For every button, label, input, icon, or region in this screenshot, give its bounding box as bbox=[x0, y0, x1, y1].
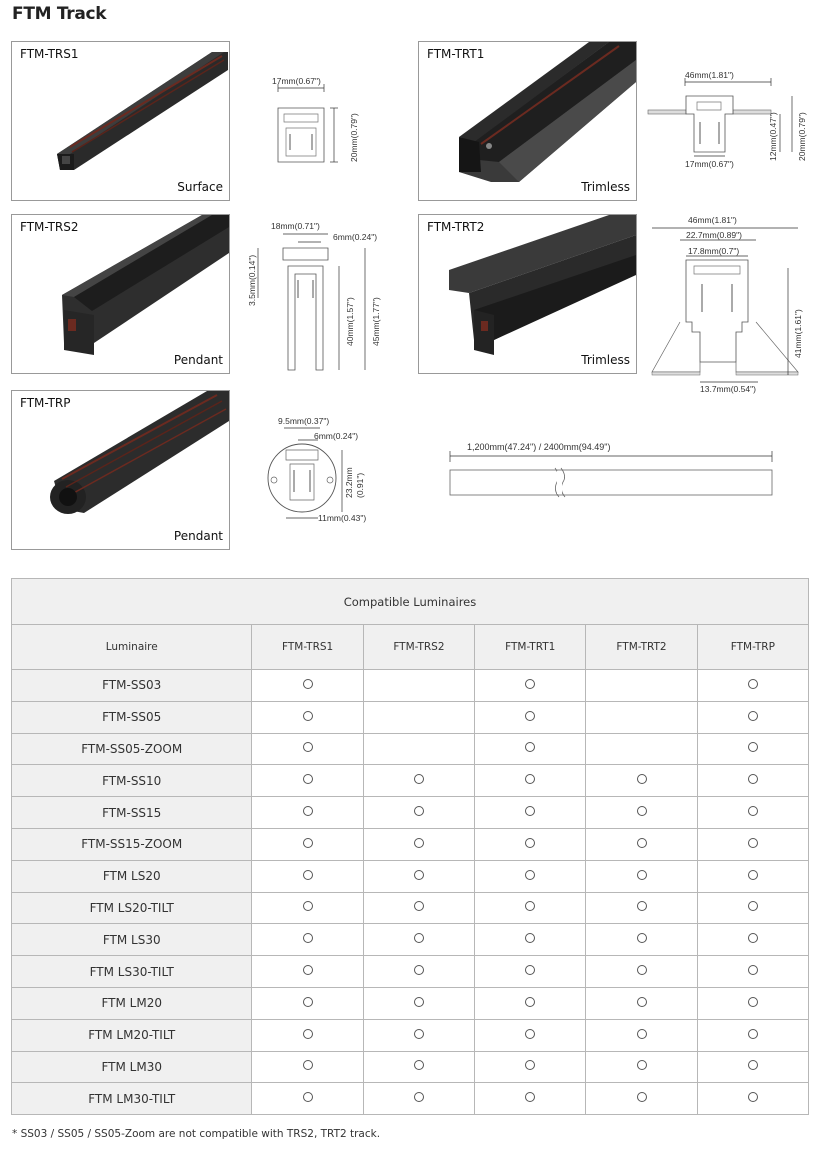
column-header: Luminaire bbox=[12, 625, 252, 670]
luminaire-name: FTM LM30 bbox=[12, 1051, 252, 1083]
compatible-mark-icon bbox=[748, 997, 758, 1007]
compatible-mark-icon bbox=[414, 965, 424, 975]
compat-cell bbox=[475, 733, 586, 765]
dim-trt1-inner-height: 12mm(0.47") bbox=[768, 112, 778, 161]
dim-trt1-width2: 17mm(0.67") bbox=[685, 159, 734, 169]
compatible-mark-icon bbox=[525, 774, 535, 784]
product-kind: Pendant bbox=[173, 353, 223, 367]
compatibility-table bbox=[11, 578, 809, 1115]
compat-cell bbox=[586, 860, 697, 892]
dim-trp-height: 23.2mm bbox=[344, 467, 354, 498]
compat-cell bbox=[363, 797, 474, 829]
luminaire-name: FTM LS20-TILT bbox=[12, 892, 252, 924]
compatible-mark-icon bbox=[748, 870, 758, 880]
compat-cell bbox=[475, 956, 586, 988]
table-row bbox=[12, 956, 809, 988]
compatible-mark-icon bbox=[303, 838, 313, 848]
compat-cell bbox=[252, 892, 363, 924]
luminaire-name: FTM-SS15-ZOOM bbox=[12, 828, 252, 860]
compatible-mark-icon bbox=[525, 997, 535, 1007]
compat-cell bbox=[586, 828, 697, 860]
compatible-mark-icon bbox=[303, 1092, 313, 1102]
table-row bbox=[12, 797, 809, 829]
compat-cell bbox=[363, 956, 474, 988]
product-photo-trt1 bbox=[419, 42, 636, 200]
compatible-mark-icon bbox=[303, 806, 313, 816]
compat-cell bbox=[363, 765, 474, 797]
compat-cell bbox=[475, 924, 586, 956]
column-header: FTM-TRS2 bbox=[363, 625, 474, 670]
page-title: FTM Track bbox=[12, 4, 107, 24]
dim-trs2-h2: 45mm(1.77") bbox=[371, 297, 381, 346]
dim-trp-slot: 6mm(0.24") bbox=[314, 431, 359, 441]
compat-cell bbox=[586, 1051, 697, 1083]
compat-cell bbox=[252, 828, 363, 860]
length-drawing bbox=[447, 438, 777, 500]
product-code: FTM-TRP bbox=[20, 396, 71, 410]
compat-cell bbox=[363, 924, 474, 956]
compat-cell bbox=[252, 1083, 363, 1115]
table-row bbox=[12, 987, 809, 1019]
compat-cell bbox=[697, 956, 808, 988]
dim-trt2-width4: 13.7mm(0.54") bbox=[700, 384, 756, 394]
table-row bbox=[12, 892, 809, 924]
compat-cell bbox=[252, 1051, 363, 1083]
column-header: FTM-TRP bbox=[697, 625, 808, 670]
compatible-mark-icon bbox=[748, 838, 758, 848]
drawing-trp bbox=[262, 412, 392, 524]
compatible-mark-icon bbox=[637, 1029, 647, 1039]
compatible-mark-icon bbox=[637, 870, 647, 880]
compatible-mark-icon bbox=[414, 1060, 424, 1070]
compat-cell bbox=[475, 765, 586, 797]
product-code: FTM-TRT1 bbox=[427, 47, 485, 61]
column-header: FTM-TRT1 bbox=[475, 625, 586, 670]
product-code: FTM-TRS2 bbox=[20, 220, 79, 234]
dim-trt1-height: 20mm(0.79") bbox=[797, 112, 807, 161]
compatible-mark-icon bbox=[525, 1029, 535, 1039]
dim-trt2-width: 46mm(1.81") bbox=[688, 215, 737, 225]
dim-trs2-slot: 6mm(0.24") bbox=[333, 232, 378, 242]
column-header: FTM-TRS1 bbox=[252, 625, 363, 670]
compat-cell bbox=[586, 892, 697, 924]
compatible-mark-icon bbox=[748, 774, 758, 784]
dim-trp-width: 9.5mm(0.37") bbox=[278, 416, 330, 426]
table-row bbox=[12, 1019, 809, 1051]
product-photo-trp bbox=[12, 391, 229, 549]
table-caption: Compatible Luminaires bbox=[12, 579, 809, 625]
compat-cell bbox=[586, 924, 697, 956]
drawing-trs1 bbox=[262, 72, 372, 176]
compat-cell bbox=[475, 828, 586, 860]
compatible-mark-icon bbox=[637, 901, 647, 911]
compatible-mark-icon bbox=[303, 901, 313, 911]
compatible-mark-icon bbox=[414, 806, 424, 816]
compat-cell bbox=[586, 733, 697, 765]
compatible-mark-icon bbox=[414, 774, 424, 784]
compatible-mark-icon bbox=[748, 933, 758, 943]
compat-cell bbox=[252, 670, 363, 702]
luminaire-name: FTM LS30-TILT bbox=[12, 956, 252, 988]
footnote: * SS03 / SS05 / SS05-Zoom are not compatible with TRS2, TRT2 track. bbox=[12, 1128, 381, 1140]
compatible-mark-icon bbox=[525, 1060, 535, 1070]
compatible-mark-icon bbox=[414, 1029, 424, 1039]
compatible-mark-icon bbox=[303, 711, 313, 721]
compat-cell bbox=[363, 670, 474, 702]
compatible-mark-icon bbox=[748, 806, 758, 816]
compat-cell bbox=[586, 1083, 697, 1115]
compat-cell bbox=[697, 765, 808, 797]
compatible-mark-icon bbox=[303, 774, 313, 784]
product-photo-trs1 bbox=[12, 42, 229, 200]
compat-cell bbox=[586, 1019, 697, 1051]
dim-trs1-width: 17mm(0.67") bbox=[272, 76, 321, 86]
luminaire-name: FTM-SS03 bbox=[12, 670, 252, 702]
compatible-mark-icon bbox=[637, 806, 647, 816]
compat-cell bbox=[586, 701, 697, 733]
compatible-mark-icon bbox=[303, 1029, 313, 1039]
luminaire-name: FTM-SS10 bbox=[12, 765, 252, 797]
luminaire-name: FTM LM20-TILT bbox=[12, 1019, 252, 1051]
compatible-mark-icon bbox=[414, 1092, 424, 1102]
compat-cell bbox=[252, 956, 363, 988]
product-photo-trt2 bbox=[419, 215, 636, 373]
compatible-mark-icon bbox=[748, 965, 758, 975]
compat-cell bbox=[586, 765, 697, 797]
compat-cell bbox=[586, 956, 697, 988]
compat-cell bbox=[697, 860, 808, 892]
compat-cell bbox=[586, 987, 697, 1019]
compat-cell bbox=[697, 733, 808, 765]
compat-cell bbox=[475, 1051, 586, 1083]
compat-cell bbox=[475, 892, 586, 924]
compat-cell bbox=[363, 828, 474, 860]
compat-cell bbox=[252, 860, 363, 892]
compat-cell bbox=[252, 987, 363, 1019]
compatible-mark-icon bbox=[748, 742, 758, 752]
dim-trt2-width3: 17.8mm(0.7") bbox=[688, 246, 740, 256]
compatible-mark-icon bbox=[303, 933, 313, 943]
compatible-mark-icon bbox=[303, 742, 313, 752]
product-card-trp bbox=[11, 390, 230, 550]
product-kind: Surface bbox=[177, 180, 223, 194]
product-kind: Trimless bbox=[581, 180, 630, 194]
compatible-mark-icon bbox=[748, 1060, 758, 1070]
compat-cell bbox=[586, 670, 697, 702]
luminaire-name: FTM-SS05 bbox=[12, 701, 252, 733]
dim-trt2-height: 41mm(1.61") bbox=[793, 309, 803, 358]
compatible-mark-icon bbox=[525, 838, 535, 848]
table-row bbox=[12, 860, 809, 892]
dim-trt2-width2: 22.7mm(0.89") bbox=[686, 230, 742, 240]
compatible-mark-icon bbox=[525, 1092, 535, 1102]
luminaire-name: FTM LS20 bbox=[12, 860, 252, 892]
compatible-mark-icon bbox=[525, 711, 535, 721]
table-row bbox=[12, 733, 809, 765]
compat-cell bbox=[697, 1019, 808, 1051]
compatible-mark-icon bbox=[637, 838, 647, 848]
compat-cell bbox=[697, 1083, 808, 1115]
compatible-mark-icon bbox=[414, 901, 424, 911]
compatible-mark-icon bbox=[525, 965, 535, 975]
compat-cell bbox=[475, 1083, 586, 1115]
compatible-mark-icon bbox=[637, 933, 647, 943]
compatible-mark-icon bbox=[303, 965, 313, 975]
product-photo-trs2 bbox=[12, 215, 229, 373]
compatible-mark-icon bbox=[525, 806, 535, 816]
compat-cell bbox=[586, 797, 697, 829]
compatible-mark-icon bbox=[525, 742, 535, 752]
compat-cell bbox=[697, 924, 808, 956]
compatible-mark-icon bbox=[414, 838, 424, 848]
luminaire-name: FTM-SS15 bbox=[12, 797, 252, 829]
product-card-trt2 bbox=[418, 214, 637, 374]
dim-trt1-width: 46mm(1.81") bbox=[685, 70, 734, 80]
luminaire-name: FTM-SS05-ZOOM bbox=[12, 733, 252, 765]
luminaire-name: FTM LS30 bbox=[12, 924, 252, 956]
dim-trp-width2: 11mm(0.43") bbox=[318, 513, 367, 523]
drawing-trt1 bbox=[645, 66, 815, 178]
table-row bbox=[12, 701, 809, 733]
compatible-mark-icon bbox=[303, 679, 313, 689]
compat-cell bbox=[475, 797, 586, 829]
compatible-mark-icon bbox=[525, 901, 535, 911]
compat-cell bbox=[252, 1019, 363, 1051]
compat-cell bbox=[363, 733, 474, 765]
table-body bbox=[12, 670, 809, 1115]
table-row bbox=[12, 828, 809, 860]
compat-cell bbox=[697, 797, 808, 829]
compat-cell bbox=[697, 1051, 808, 1083]
compatible-mark-icon bbox=[748, 1029, 758, 1039]
compatible-mark-icon bbox=[637, 1060, 647, 1070]
table-row bbox=[12, 670, 809, 702]
drawing-trt2 bbox=[648, 212, 810, 396]
compatible-mark-icon bbox=[525, 870, 535, 880]
compat-cell bbox=[475, 1019, 586, 1051]
compatible-mark-icon bbox=[414, 870, 424, 880]
table-row bbox=[12, 1083, 809, 1115]
table-row bbox=[12, 1051, 809, 1083]
compatible-mark-icon bbox=[414, 997, 424, 1007]
compatible-mark-icon bbox=[748, 1092, 758, 1102]
compatible-mark-icon bbox=[525, 933, 535, 943]
product-card-trs2 bbox=[11, 214, 230, 374]
compatible-mark-icon bbox=[414, 933, 424, 943]
luminaire-name: FTM LM30-TILT bbox=[12, 1083, 252, 1115]
compat-cell bbox=[252, 733, 363, 765]
compatible-mark-icon bbox=[637, 1092, 647, 1102]
product-kind: Pendant bbox=[173, 529, 223, 543]
compat-cell bbox=[697, 701, 808, 733]
compat-cell bbox=[697, 892, 808, 924]
table-header-row bbox=[12, 625, 809, 670]
compat-cell bbox=[475, 987, 586, 1019]
compatible-mark-icon bbox=[303, 997, 313, 1007]
compatible-mark-icon bbox=[637, 774, 647, 784]
dim-trs2-width: 18mm(0.71") bbox=[271, 221, 320, 231]
compat-cell bbox=[363, 987, 474, 1019]
compat-cell bbox=[252, 765, 363, 797]
compat-cell bbox=[475, 860, 586, 892]
compat-cell bbox=[363, 892, 474, 924]
compat-cell bbox=[252, 924, 363, 956]
dim-trp-height-in: (0.91") bbox=[355, 472, 365, 498]
compatible-mark-icon bbox=[303, 870, 313, 880]
compat-cell bbox=[363, 701, 474, 733]
compatible-mark-icon bbox=[303, 1060, 313, 1070]
dim-trs2-top: 3.5mm(0.14") bbox=[247, 254, 257, 306]
product-code: FTM-TRS1 bbox=[20, 47, 79, 61]
compat-cell bbox=[252, 701, 363, 733]
dim-trs2-h1: 40mm(1.57") bbox=[345, 297, 355, 346]
compat-cell bbox=[363, 860, 474, 892]
compatible-mark-icon bbox=[637, 997, 647, 1007]
dim-length: 1,200mm(47.24") / 2400mm(94.49") bbox=[467, 442, 611, 452]
compatible-mark-icon bbox=[748, 711, 758, 721]
compat-cell bbox=[363, 1051, 474, 1083]
compatible-mark-icon bbox=[525, 679, 535, 689]
compat-cell bbox=[363, 1019, 474, 1051]
compat-cell bbox=[363, 1083, 474, 1115]
compat-cell bbox=[475, 670, 586, 702]
dim-trs1-height: 20mm(0.79") bbox=[349, 113, 359, 162]
luminaire-name: FTM LM20 bbox=[12, 987, 252, 1019]
table-row bbox=[12, 765, 809, 797]
compat-cell bbox=[697, 670, 808, 702]
table-row bbox=[12, 924, 809, 956]
compat-cell bbox=[697, 828, 808, 860]
compat-cell bbox=[252, 797, 363, 829]
product-card-trs1 bbox=[11, 41, 230, 201]
product-kind: Trimless bbox=[581, 353, 630, 367]
compat-cell bbox=[475, 701, 586, 733]
drawing-trs2 bbox=[243, 218, 388, 376]
compat-cell bbox=[697, 987, 808, 1019]
product-code: FTM-TRT2 bbox=[427, 220, 485, 234]
compatible-mark-icon bbox=[637, 965, 647, 975]
column-header: FTM-TRT2 bbox=[586, 625, 697, 670]
compatible-mark-icon bbox=[748, 679, 758, 689]
compatible-mark-icon bbox=[748, 901, 758, 911]
product-card-trt1 bbox=[418, 41, 637, 201]
